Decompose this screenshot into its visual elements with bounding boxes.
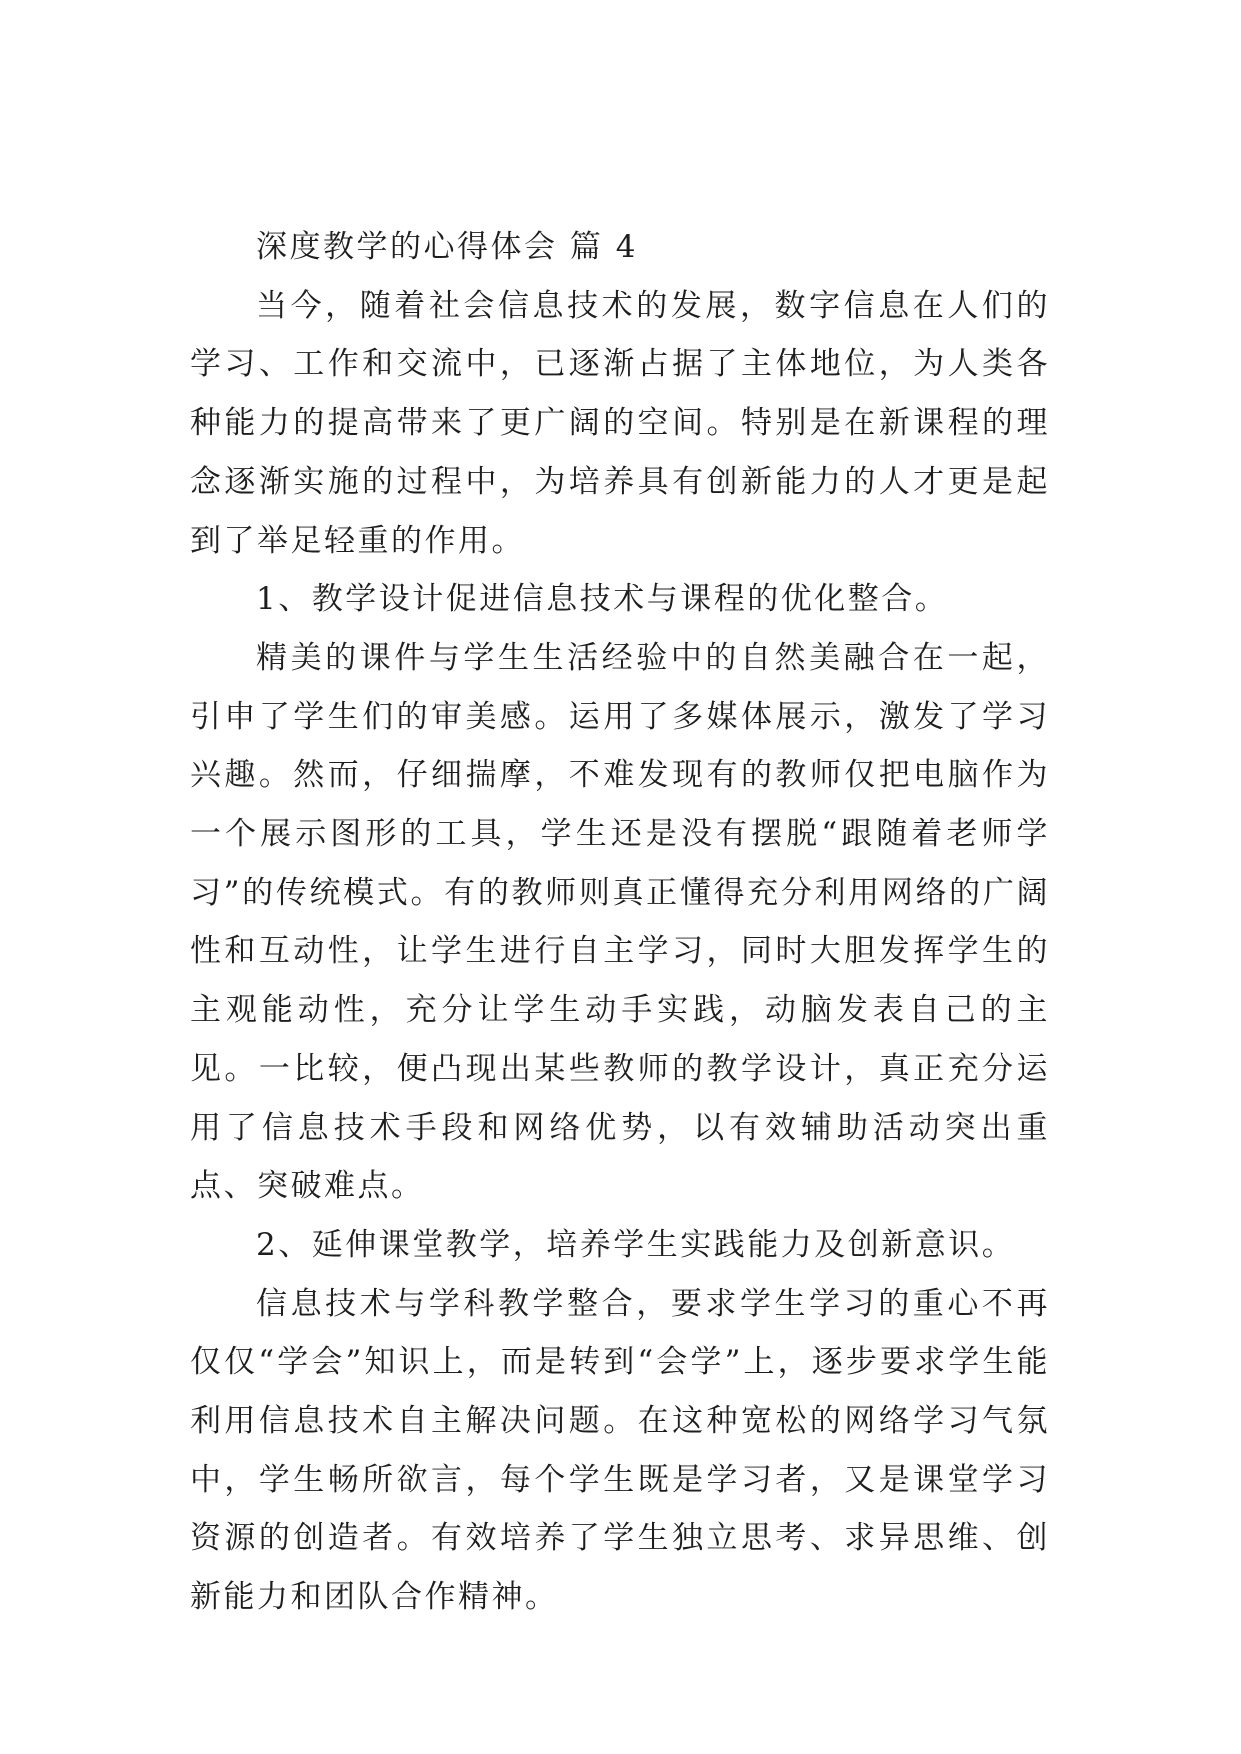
paragraph-section-1: 精美的课件与学生生活经验中的自然美融合在一起，引申了学生们的审美感。运用了多媒体展示，激发了学习兴趣。然而，仔细揣摩，不难发现有的教师仅把电脑作为一个展示图形的工具，学生还是没有摆脱“跟随着老师学习”的传统模式。有的教师则真正懂得充分利用网络的广阔性和互动性，让学生进行自主学习，同时大胆发挥学生的主观能动性，充分让学生动手实践，动脑发表自己的主见。一比较，便凸现出某些教师的教学设计，真正充分运用了信息技术手段和网络优势，以有效辅助活动突出重点、突破难点。 [190, 639, 1050, 1205]
document-heading: 深度教学的心得体会 篇 4 [256, 229, 638, 265]
paragraph-section-2: 信息技术与学科教学整合，要求学生学习的重心不再仅仅“学会”知识上，而是转到“会学”上，逐步要求学生能利用信息技术自主解决问题。在这种宽松的网络学习气氛中，学生畅所欲言，每个学生既是学习者，又是课堂学习资源的创造者。有效培养了学生独立思考、求异思维、创新能力和团队合作精神。 [190, 1285, 1050, 1616]
document-body [190, 218, 1050, 1627]
paragraph-intro: 当今，随着社会信息技术的发展，数字信息在人们的学习、工作和交流中，已逐渐占据了主体地位，为人类各种能力的提高带来了更广阔的空间。特别是在新课程的理念逐渐实施的过程中，为培养具有创新能力的人才更是起到了举足轻重的作用。 [190, 287, 1050, 559]
section-heading-2: 2、延伸课堂教学，培养学生实践能力及创新意识。 [256, 1226, 1016, 1263]
section-heading-1: 1、教学设计促进信息技术与课程的优化整合。 [256, 581, 949, 618]
